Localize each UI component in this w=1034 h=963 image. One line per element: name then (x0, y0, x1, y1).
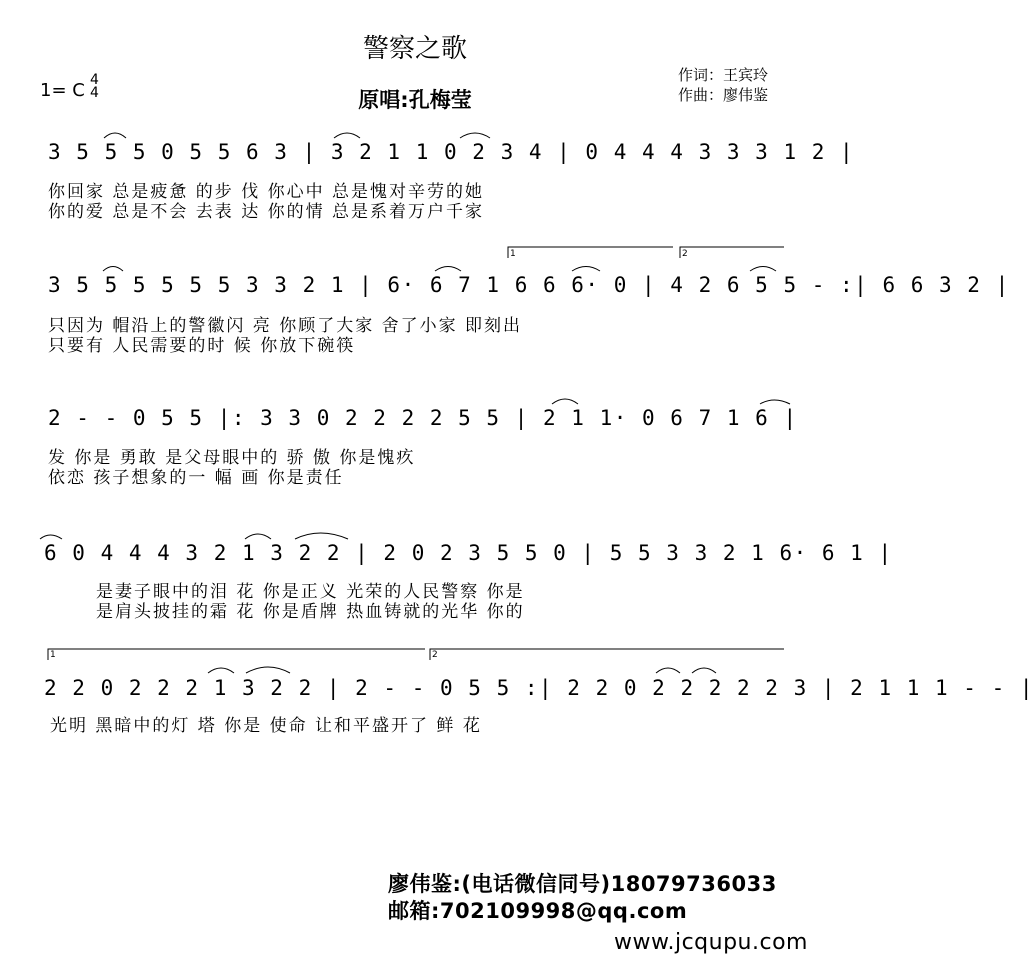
lyrics-row-4-verse-1: 是妻子眼中的泪 花 你是正义 光荣的人民警察 你是 (96, 582, 525, 602)
volta-2-bracket-row-5 (430, 649, 784, 660)
slur-row-3b (760, 400, 790, 404)
slur-row-5c (656, 668, 680, 673)
composer-credit: 作曲：廖伟鉴 (678, 86, 769, 104)
time-signature-top: 4 (90, 72, 99, 88)
slur-row-2b (435, 267, 461, 272)
slur-row-4a (40, 535, 62, 539)
lyrics-row-1-verse-2: 你的爱 总是不会 去表 达 你的情 总是系着万户千家 (48, 202, 485, 222)
slur-row-1c (460, 133, 490, 138)
song-title: 警察之歌 (362, 34, 467, 64)
lyrics-row-3-verse-2: 依恋 孩子想象的一 幅 画 你是责任 (48, 468, 344, 488)
contact-line: 廖伟鉴:(电话微信同号)18079736033 (388, 872, 777, 896)
slur-row-1b (334, 133, 360, 138)
slur-row-2d (750, 267, 776, 272)
lyrics-row-1-verse-1: 你回家 总是疲惫 的步 伐 你心中 总是愧对辛劳的她 (48, 182, 485, 202)
volta-1-bracket-row-5 (48, 649, 425, 660)
email-line: 邮箱:702109998@qq.com (388, 899, 688, 923)
watermark-site: www.jcqupu.com (614, 930, 808, 955)
notes-row-3: 2 - - 0 5 5 |: 3 3 0 2 2 2 2 5 5 | 2 1 1· 0 6 7 1 6 | (48, 406, 798, 430)
notes-row-2: 3 5 5 5 5 5 5 3 3 2 1 | 6· 6 7 1 6 6 6· 0 | 4 2 6 5 5 - :| 6 6 3 2 | (48, 273, 1010, 297)
volta-1-label-row-5: 1 (50, 650, 56, 660)
slur-row-4c (295, 533, 348, 539)
lyrics-row-2-verse-2: 只要有 人民需要的时 候 你放下碗筷 (48, 336, 356, 356)
volta-2-label: 2 (682, 249, 688, 259)
slur-row-2a (103, 267, 123, 272)
slur-row-5b (246, 667, 290, 673)
original-singer: 原唱:孔梅莹 (358, 88, 472, 112)
notes-row-1: 3 5 5 5 0 5 5 6 3 | 3 2 1 1 0 2 3 4 | 0 4 4 4 3 3 3 1 2 | (48, 140, 855, 164)
time-signature-bottom: 4 (90, 85, 99, 101)
lyricist-credit: 作词：王宾玲 (678, 66, 769, 84)
lyrics-row-2-verse-1: 只因为 帽沿上的警徽闪 亮 你顾了大家 舍了小家 即刻出 (48, 316, 523, 336)
lyrics-row-3-verse-1: 发 你是 勇敢 是父母眼中的 骄 傲 你是愧疚 (48, 448, 416, 468)
slur-row-3a (552, 399, 578, 404)
volta-2-bracket (680, 247, 784, 258)
slur-row-4b (245, 534, 271, 539)
slur-row-1a (104, 133, 126, 138)
key-signature: 1= C (40, 80, 85, 101)
slur-row-5a (208, 668, 234, 673)
volta-1-bracket (508, 247, 673, 258)
notes-row-4: 6 0 4 4 4 3 2 1 3 2 2 | 2 0 2 3 5 5 0 | 5 5 3 3 2 1 6· 6 1 | (44, 541, 893, 565)
volta-2-label-row-5: 2 (432, 650, 438, 660)
slur-row-2c (572, 267, 600, 272)
lyrics-row-4-verse-2: 是肩头披挂的霜 花 你是盾牌 热血铸就的光华 你的 (96, 602, 525, 622)
lyrics-row-5: 光明 黑暗中的灯 塔 你是 使命 让和平盛开了 鲜 花 (50, 716, 482, 736)
volta-1-label: 1 (510, 249, 516, 259)
notes-row-5: 2 2 0 2 2 2 1 3 2 2 | 2 - - 0 5 5 :| 2 2 0 2 2 2 2 2 3 | 2 1 1 1 - - | (44, 676, 1034, 700)
slur-row-5d (692, 668, 716, 673)
